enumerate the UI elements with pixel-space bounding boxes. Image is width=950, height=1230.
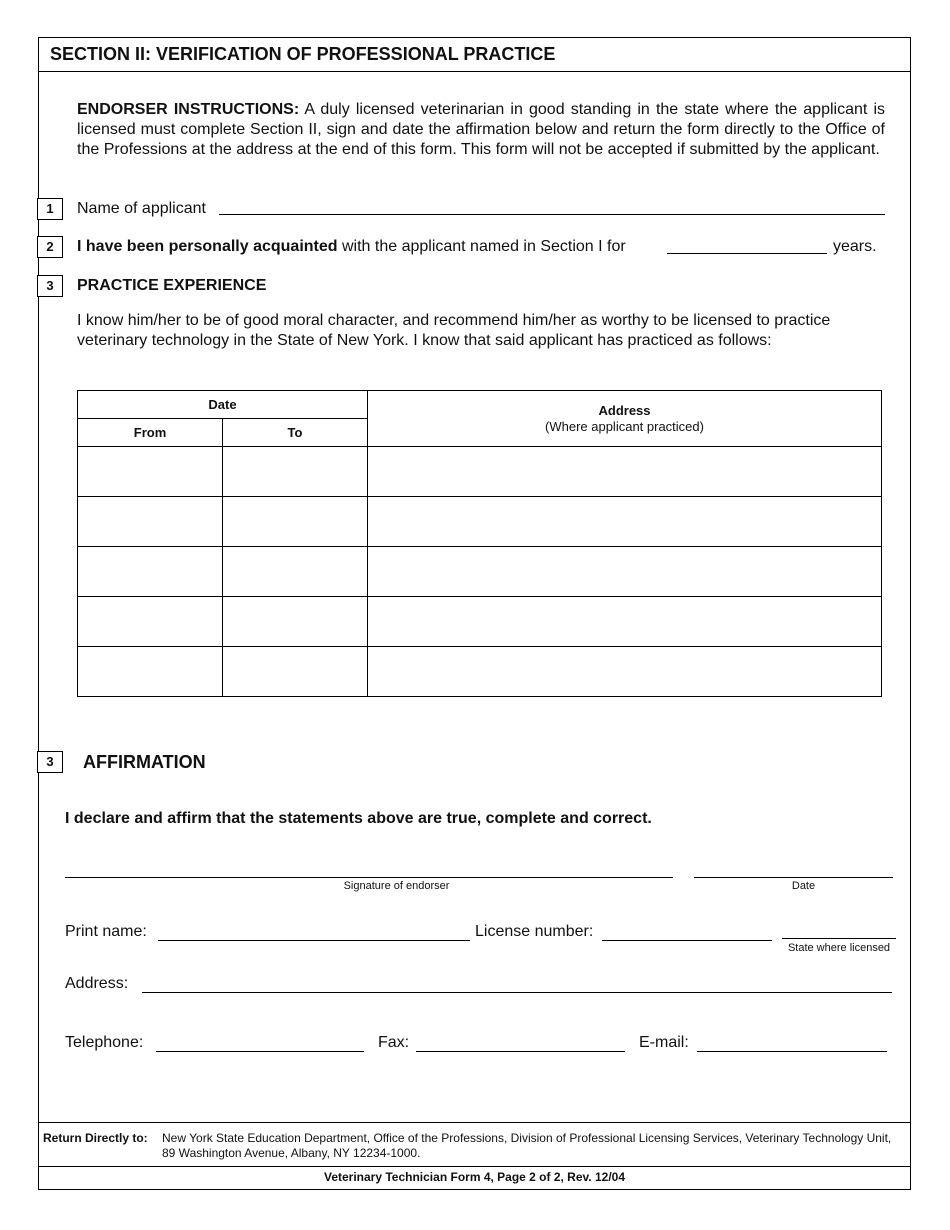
to-cell[interactable] <box>223 497 368 547</box>
print-name-field[interactable] <box>158 940 470 941</box>
table-row <box>78 497 882 547</box>
section-title: SECTION II: VERIFICATION OF PROFESSIONAL PRACTICE <box>50 44 556 64</box>
from-cell[interactable] <box>78 497 223 547</box>
from-cell[interactable] <box>78 597 223 647</box>
instructions-label: ENDORSER INSTRUCTIONS: <box>77 101 300 118</box>
table-row <box>78 547 882 597</box>
address-header <box>368 391 882 447</box>
license-number-field[interactable] <box>602 940 772 941</box>
applicant-name-label: Name of applicant <box>77 200 206 217</box>
acquaintance-bold: I have been personally acquainted <box>77 238 338 255</box>
from-cell[interactable] <box>78 547 223 597</box>
state-licensed-caption: State where licensed <box>787 942 891 954</box>
fax-field[interactable] <box>416 1051 625 1052</box>
from-header: From <box>78 419 223 447</box>
table-row <box>78 647 882 697</box>
state-licensed-field[interactable] <box>782 938 896 939</box>
acquaintance-statement <box>77 238 626 256</box>
date-header: Date <box>78 391 368 419</box>
footer-divider-top <box>38 1122 911 1123</box>
header-divider <box>38 71 911 72</box>
address-cell[interactable] <box>368 447 882 497</box>
signature-caption: Signature of endorser <box>343 880 450 892</box>
address-label: Address: <box>65 975 129 992</box>
years-label: years. <box>833 238 877 255</box>
applicant-name-field[interactable] <box>219 214 885 215</box>
to-cell[interactable] <box>223 597 368 647</box>
fax-label: Fax: <box>378 1034 410 1051</box>
date-caption: Date <box>791 880 816 892</box>
years-acquainted-field[interactable] <box>667 253 827 254</box>
email-label: E-mail: <box>639 1034 689 1051</box>
affirmation-title: AFFIRMATION <box>83 752 206 772</box>
affirmation-number: 3 <box>37 751 63 773</box>
item-number-3: 3 <box>37 275 63 297</box>
table-row <box>78 447 882 497</box>
to-cell[interactable] <box>223 447 368 497</box>
address-cell[interactable] <box>368 647 882 697</box>
date-field[interactable] <box>694 877 893 878</box>
practice-paragraph: I know him/her to be of good moral character, and recommend him/her as worthy to be licensed to practice veterinary technology in the State of New York. I know that said applicant has practiced as follows: <box>77 312 831 349</box>
address-cell[interactable] <box>368 597 882 647</box>
form-identifier: Veterinary Technician Form 4, Page 2 of 2, Rev. 12/04 <box>323 1170 626 1184</box>
footer-divider-bottom <box>38 1166 911 1167</box>
email-field[interactable] <box>697 1051 887 1052</box>
table-row <box>78 597 882 647</box>
acquaintance-text: with the applicant named in Section I for <box>337 238 626 255</box>
license-number-label: License number: <box>475 923 594 940</box>
item-number-2: 2 <box>37 236 63 258</box>
address-header-title: Address <box>598 402 651 418</box>
return-address: New York State Education Department, Office of the Professions, Division of Professional Licensing Services, Veterinary Technology Unit, 89 Washington Avenue, Albany, NY 12234-1000. <box>162 1131 892 1160</box>
address-field[interactable] <box>142 992 892 993</box>
from-cell[interactable] <box>78 647 223 697</box>
address-header-sub: (Where applicant practiced) <box>545 418 704 434</box>
instructions-text: A duly licensed veterinarian in good standing in the state where the applicant is licensed must complete Section II, sign and date the affirmation below and return the form directly to the Office of the Professions at the address at the end of this form. This form will not be accepted if submitted by the applicant. <box>77 101 886 158</box>
to-cell[interactable] <box>223 647 368 697</box>
telephone-field[interactable] <box>156 1051 364 1052</box>
endorser-instructions <box>77 100 885 160</box>
item-number-1: 1 <box>37 198 63 220</box>
practice-experience-title: PRACTICE EXPERIENCE <box>77 277 267 294</box>
signature-field[interactable] <box>65 877 673 878</box>
to-cell[interactable] <box>223 547 368 597</box>
from-cell[interactable] <box>78 447 223 497</box>
practice-table <box>77 390 882 697</box>
affirmation-statement: I declare and affirm that the statements above are true, complete and correct. <box>65 810 652 827</box>
to-header: To <box>223 419 368 447</box>
address-cell[interactable] <box>368 547 882 597</box>
address-cell[interactable] <box>368 497 882 547</box>
return-label: Return Directly to: <box>43 1131 148 1145</box>
print-name-label: Print name: <box>65 923 147 940</box>
telephone-label: Telephone: <box>65 1034 144 1051</box>
